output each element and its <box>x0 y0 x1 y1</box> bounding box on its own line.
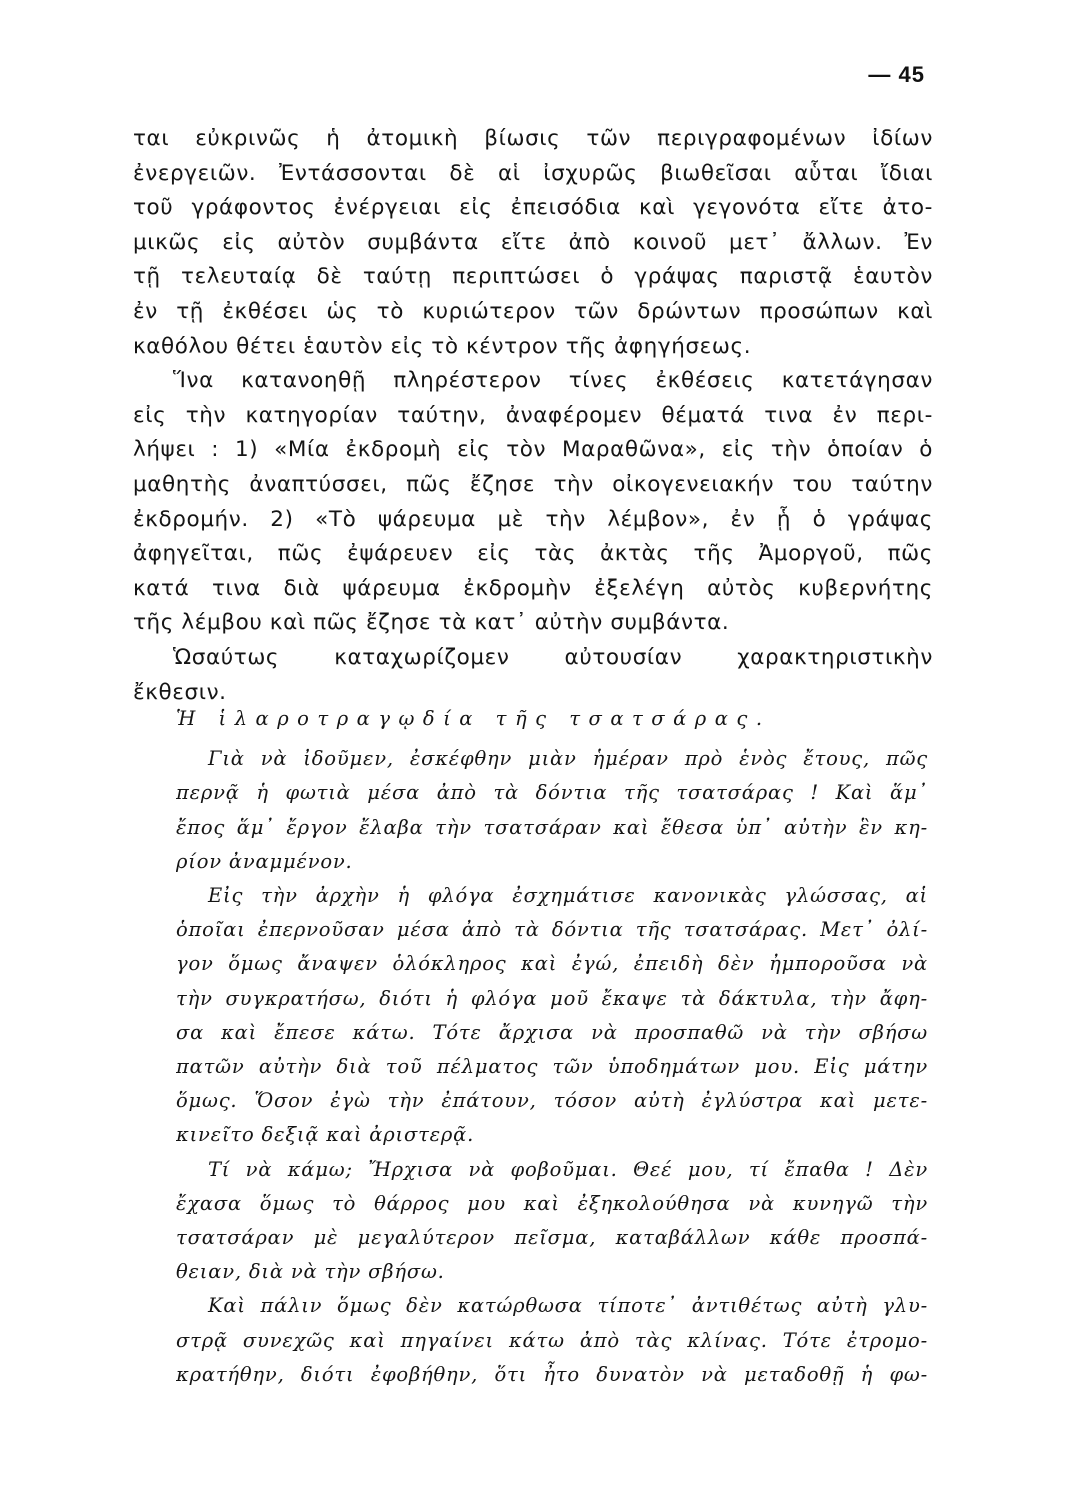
body-line: εἰς τὴν κατηγορίαν ταύτην, ἀναφέρομεν θέματά τινα ἐν περι- <box>133 402 933 428</box>
essay-line: πατῶν αὐτὴν διὰ τοῦ πέλματος τῶν ὑποδημάτων μου. Εἰς μάτην <box>176 1055 928 1079</box>
essay-line: κινεῖτο δεξιᾷ καὶ ἀριστερᾷ. <box>176 1123 475 1147</box>
essay-line: στρᾷ συνεχῶς καὶ πηγαίνει κάτω ἀπὸ τὰς κλίνας. Τότε ἐτρομο- <box>176 1328 928 1352</box>
essay-line: Εἰς τὴν ἀρχὴν ἡ φλόγα ἐσχημάτισε κανονικὰς γλώσσας, αἱ <box>208 884 928 908</box>
body-line: τῆς λέμβου καὶ πῶς ἔζησε τὰ κατ᾽ αὐτὴν συμβάντα. <box>133 610 730 636</box>
essay-title: Ἡ ἱλαροτραγῳδία τῆς τσατσάρας. <box>176 707 771 730</box>
body-text <box>133 122 933 710</box>
quoted-essay <box>176 702 928 1392</box>
essay-line: κρατήθην, διότι ἐφοβήθην, ὅτι ἦτο δυνατὸν νὰ μεταδοθῇ ἡ φω- <box>176 1362 928 1386</box>
body-line: μαθητὴς ἀναπτύσσει, πῶς ἔζησε τὴν οἰκογενειακήν του ταύτην <box>133 471 933 497</box>
essay-line: ἔχασα ὅμως τὸ θάρρος μου καὶ ἐξηκολούθησα νὰ κυνηγῶ τὴν <box>176 1191 928 1215</box>
essay-line: σα καὶ ἔπεσε κάτω. Τότε ἄρχισα νὰ προσπαθῶ νὰ τὴν σβήσω <box>176 1020 928 1044</box>
body-line: κατά τινα διὰ ψάρευμα ἐκδρομὴν ἐξελέγη αὐτὸς κυβερνήτης <box>133 575 933 601</box>
body-line: ἔκθεσιν. <box>133 679 227 705</box>
essay-line: Τί νὰ κάμω; Ἤρχισα νὰ φοβοῦμαι. Θεέ μου, τί ἔπαθα ! Δὲν <box>208 1157 928 1181</box>
body-line: τοῦ γράφοντος ἐνέργειαι εἰς ἐπεισόδια καὶ γεγονότα εἴτε ἀτο- <box>133 195 933 221</box>
body-line: ἀφηγεῖται, πῶς ἐψάρευεν εἰς τὰς ἀκτὰς τῆς Ἀμοργοῦ, πῶς <box>133 541 933 567</box>
page-number: — 45 <box>868 62 925 87</box>
body-line: καθόλου θέτει ἑαυτὸν εἰς τὸ κέντρον τῆς ἀφηγήσεως. <box>133 333 752 359</box>
essay-line: τὴν συγκρατήσω, διότι ἡ φλόγα μοῦ ἔκαψε τὰ δάκτυλα, τὴν ἄφη- <box>176 986 928 1010</box>
body-line: μικῶς εἰς αὐτὸν συμβάντα εἴτε ἀπὸ κοινοῦ μετ᾽ ἄλλων. Ἐν <box>133 229 933 255</box>
body-line: Ὡσαύτως καταχωρίζομεν αὐτουσίαν χαρακτηριστικὴν <box>173 644 933 670</box>
essay-line: γον ὅμως ἄναψεν ὁλόκληρος καὶ ἐγώ, ἐπειδὴ δὲν ἠμποροῦσα νὰ <box>176 952 928 976</box>
essay-line: Καὶ πάλιν ὅμως δὲν κατώρθωσα τίποτε᾽ ἀντιθέτως αὐτὴ γλυ- <box>208 1294 928 1318</box>
body-line: τῇ τελευταίᾳ δὲ ταύτῃ περιπτώσει ὁ γράψας παριστᾷ ἑαυτὸν <box>133 264 933 290</box>
essay-line: ὁποῖαι ἐπερνοῦσαν μέσα ἀπὸ τὰ δόντια τῆς τσατσάρας. Μετ᾽ ὀλί- <box>176 918 928 942</box>
body-line: ἐνεργειῶν. Ἐντάσσονται δὲ αἱ ἰσχυρῶς βιωθεῖσαι αὗται ἴδιαι <box>133 160 933 186</box>
essay-line: Γιὰ νὰ ἰδοῦμεν, ἐσκέφθην μιὰν ἡμέραν πρὸ ἑνὸς ἔτους, πῶς <box>208 747 928 771</box>
essay-line: ἔπος ἅμ᾽ ἔργον ἔλαβα τὴν τσατσάραν καὶ ἔθεσα ὑπ᾽ αὐτὴν ἓν κη- <box>176 815 928 839</box>
essay-line: περνᾷ ἡ φωτιὰ μέσα ἀπὸ τὰ δόντια τῆς τσατσάρας ! Καὶ ἅμ᾽ <box>176 781 928 805</box>
body-line: ἐκδρομήν. 2) «Τὸ ψάρευμα μὲ τὴν λέμβον», ἐν ᾗ ὁ γράψας <box>133 506 933 532</box>
body-line: λήψει : 1) «Μία ἐκδρομὴ εἰς τὸν Μαραθῶνα», εἰς τὴν ὁποίαν ὁ <box>133 437 933 463</box>
body-line: ται εὐκρινῶς ἡ ἀτομικὴ βίωσις τῶν περιγραφομένων ἰδίων <box>133 126 933 151</box>
essay-line: τσατσάραν μὲ μεγαλύτερον πεῖσμα, καταβάλλων κάθε προσπά- <box>176 1226 928 1250</box>
essay-line: ὅμως. Ὅσον ἐγὼ τὴν ἐπάτουν, τόσον αὐτὴ ἐγλύστρα καὶ μετε- <box>176 1089 928 1113</box>
body-line: ἐν τῇ ἐκθέσει ὡς τὸ κυριώτερον τῶν δρώντων προσώπων καὶ <box>133 298 933 324</box>
essay-line: ρίον ἀναμμένον. <box>176 849 353 873</box>
essay-line: θειαν, διὰ νὰ τὴν σβήσω. <box>176 1260 445 1284</box>
body-line: Ἵνα κατανοηθῇ πληρέστερον τίνες ἐκθέσεις κατετάγησαν <box>173 368 933 394</box>
